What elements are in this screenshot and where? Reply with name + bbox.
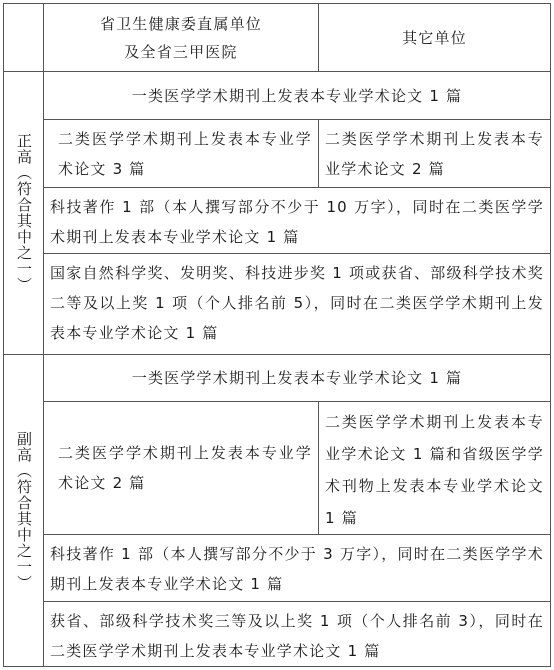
fg-row1: 一类医学学术期刊上发表本专业学术论文 1 篇 [131, 369, 463, 387]
header-col1-line1: 省卫生健康委直属单位 [99, 14, 262, 33]
zg-row2-left: 二类医学学术期刊上发表本专业学术论文 3 篇 [58, 130, 312, 178]
fg-row3: 科技著作 1 部（本人撰写部分不少于 3 万字），同时在二类医学学术期刊上发表本专业学术论文 1 篇 [50, 545, 544, 593]
zhenggao-label: 正高（符合其中之一） [15, 133, 33, 293]
header-col1-line2: 及全省三甲医院 [124, 42, 238, 61]
fg-row2-right: 二类医学学术期刊上发表本专业学术论文 1 篇和省级医学学术刊物上发表本专业学术论文 1 篇 [325, 413, 544, 527]
fg-row4: 获省、部级科学技术奖三等及以上奖 1 项（个人排名前 3），同时在二类医学学术期刊上发表本专业学术论文 1 篇 [50, 612, 544, 660]
fugao-label: 副高（符合其中之一） [15, 430, 33, 591]
zg-row3: 科技著作 1 部（本人撰写部分不少于 10 万字），同时在二类医学学术期刊上发表本专业学术论文 1 篇 [50, 198, 544, 246]
zg-row4: 国家自然科学奖、发明奖、科技进步奖 1 项或获省、部级科学技术奖二等及以上奖 1 项（个人排名前 5），同时在二类医学学术期刊上发表本专业学术论文 1 篇 [50, 264, 544, 342]
zg-row2-right: 二类医学学术期刊上发表本专业学术论文 2 篇 [325, 130, 544, 178]
fg-row2-left: 二类医学学术期刊上发表本专业学术论文 2 篇 [58, 444, 312, 492]
header-other-units: 其它单位 [402, 28, 467, 47]
zg-row1: 一类医学学术期刊上发表本专业学术论文 1 篇 [131, 86, 463, 105]
header-provincial-units [44, 4, 318, 71]
requirements-table [3, 3, 551, 667]
